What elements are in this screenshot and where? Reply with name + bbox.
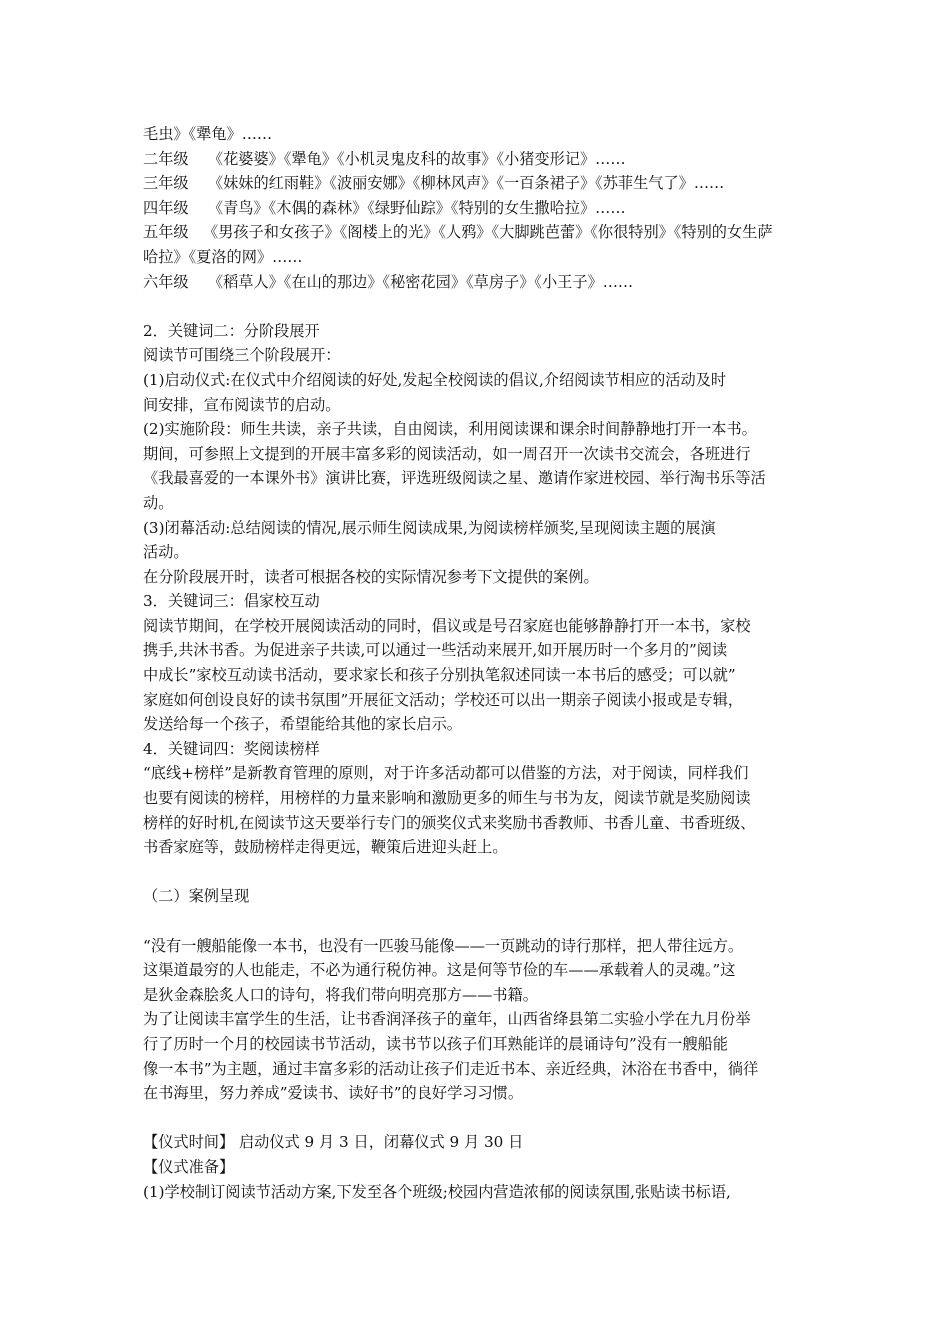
kw4-line3: 榜样的好时机,在阅读节这天要举行专门的颁奖仪式来奖励书香教师、书香儿童、书香班级、 — [143, 813, 756, 832]
grade-books: 《男孩子和女孩子》《阁楼上的光》《人鸦》《大脚跳芭蕾》《你很特别》《特别的女生萨 — [203, 223, 773, 242]
kw2-stage1-line1: (1)启动仪式:在仪式中介绍阅读的好处,发起全校阅读的倡议,介绍阅读节相应的活动及时 — [143, 370, 727, 389]
ceremony-time-label: 【仪式时间】 — [143, 1133, 235, 1152]
kw4-heading: 4．关键词四：奖阅读榜样 — [143, 739, 320, 758]
ceremony-prep-line1: (1)学校制订阅读节活动方案,下发至各个班级;校园内营造浓郁的阅读氛围,张贴读书标语, — [143, 1182, 731, 1201]
case-para-line4: 在书海里，努力养成”爱读书、读好书”的良好学习习惯。 — [143, 1084, 524, 1103]
booklist-continued: 毛虫》《犟龟》…… — [143, 125, 273, 143]
kw2-stage3-line2: 活动。 — [143, 543, 189, 562]
grade-label: 三年级 — [143, 174, 189, 193]
kw2-stage2-line3: 《我最喜爱的一本课外书》演讲比赛，评选班级阅读之星、邀请作家进校园、举行淘书乐等活 — [143, 469, 766, 488]
case-para-line2: 行了历时一个月的校园读书节活动，读书节以孩子们耳熟能详的晨诵诗句”没有一艘船能 — [143, 1034, 728, 1053]
spacer — [143, 1106, 823, 1131]
grade-line-3 — [143, 171, 823, 196]
kw2-stage2-line1: (2)实施阶段：师生共读，亲子共读，自由阅读，利用阅读课和课余时间静静地打开一本书。 — [143, 420, 757, 439]
ceremony-time — [143, 1130, 823, 1155]
grade-line-5-cont: 哈拉》《夏洛的网》…… — [143, 247, 303, 266]
case-quote-line2: 这渠道最穷的人也能走，不必为通行税仿神。这是何等节俭的车——承载着人的灵魂。”这 — [143, 961, 736, 980]
kw2-stage1-line2: 间安排，宣布阅读节的启动。 — [143, 395, 341, 414]
case-quote-line1: “没有一艘船能像一本书，也没有一匹骏马能像——一页跳动的诗行那样，把人带往远方。 — [143, 936, 744, 955]
kw3-line2: 携手,共沐书香。为促进亲子共读,可以通过一些活动来展开,如开展历时一个多月的”阅读 — [143, 641, 728, 660]
spacer — [143, 294, 823, 319]
ceremony-prep-label: 【仪式准备】 — [143, 1157, 235, 1176]
grade-line-5 — [143, 220, 823, 245]
kw2-stage2-line2: 期间，可参照上文提到的开展丰富多彩的阅读活动，如一周召开一次读书交流会，各班进行 — [143, 444, 751, 463]
kw2-intro: 阅读节可围绕三个阶段展开： — [143, 346, 341, 365]
grade-books: 《青鸟》《木偶的森林》《绿野仙踪》《特别的女生撒哈拉》…… — [207, 198, 626, 217]
grade-label: 二年级 — [143, 149, 189, 168]
grade-books: 《花婆婆》《犟龟》《小机灵鬼皮科的故事》《小猪变形记》…… — [207, 149, 626, 168]
document-page — [143, 122, 823, 1204]
kw3-line1: 阅读节期间，在学校开展阅读活动的同时，倡议或是号召家庭也能够静静打开一本书，家校 — [143, 616, 751, 635]
kw3-line3: 中成长”家校互动读书活动，要求家长和孩子分别执笔叙述同读一本书后的感受；可以就” — [143, 666, 736, 685]
section-heading-case: （二）案例呈现 — [143, 887, 250, 906]
kw4-line2: 也要有阅读的榜样，用榜样的力量来影响和激励更多的师生与书为友，阅读节就是奖励阅读 — [143, 789, 751, 808]
grade-line-4 — [143, 196, 823, 221]
grade-books: 《稻草人》《在山的那边》《秘密花园》《草房子》《小王子》…… — [207, 272, 634, 291]
kw2-stage2-line4: 动。 — [143, 493, 174, 512]
kw3-heading: 3．关键词三：倡家校互动 — [143, 592, 320, 611]
kw2-heading: 2．关键词二：分阶段展开 — [143, 321, 320, 340]
grade-label: 五年级 — [143, 223, 189, 242]
grade-label: 六年级 — [143, 272, 189, 291]
kw4-line1: “底线+榜样”是新教育管理的原则，对于许多活动都可以借鉴的方法，对于阅读，同样我们 — [143, 764, 749, 783]
kw3-line5: 发送给每一个孩子，希望能给其他的家长启示。 — [143, 715, 462, 734]
kw3-line4: 家庭如何创设良好的读书氛围”开展征文活动；学校还可以出一期亲子阅读小报或是专辑， — [143, 690, 744, 709]
grade-line-6 — [143, 270, 823, 295]
grade-label: 四年级 — [143, 198, 189, 217]
spacer — [143, 909, 823, 934]
grade-line-2 — [143, 147, 823, 172]
spacer — [143, 860, 823, 885]
case-para-line3: 像一本书”为主题，通过丰富多彩的活动让孩子们走近书本、亲近经典，沐浴在书香中，徜徉 — [143, 1059, 759, 1078]
kw2-stage3-line1: (3)闭幕活动:总结阅读的情况,展示师生阅读成果,为阅读榜样颁奖,呈现阅读主题的展演 — [143, 518, 716, 537]
case-para-line1: 为了让阅读丰富学生的生活，让书香润泽孩子的童年，山西省绛县第二实验小学在九月份举 — [143, 1010, 751, 1029]
case-quote-line3: 是狄金森脍炙人口的诗句，将我们带向明亮那方——书籍。 — [143, 985, 538, 1004]
grade-books: 《妹妹的红雨鞋》《波丽安娜》《柳林风声》《一百条裙子》《苏菲生气了》…… — [207, 174, 725, 193]
kw4-line4: 书香家庭等，鼓励榜样走得更远，鞭策后进迎头赶上。 — [143, 838, 508, 857]
kw2-note: 在分阶段展开时，读者可根据各校的实际情况参考下文提供的案例。 — [143, 567, 599, 586]
ceremony-time-value: 启动仪式 9 月 3 日，闭幕仪式 9 月 30 日 — [234, 1133, 524, 1152]
